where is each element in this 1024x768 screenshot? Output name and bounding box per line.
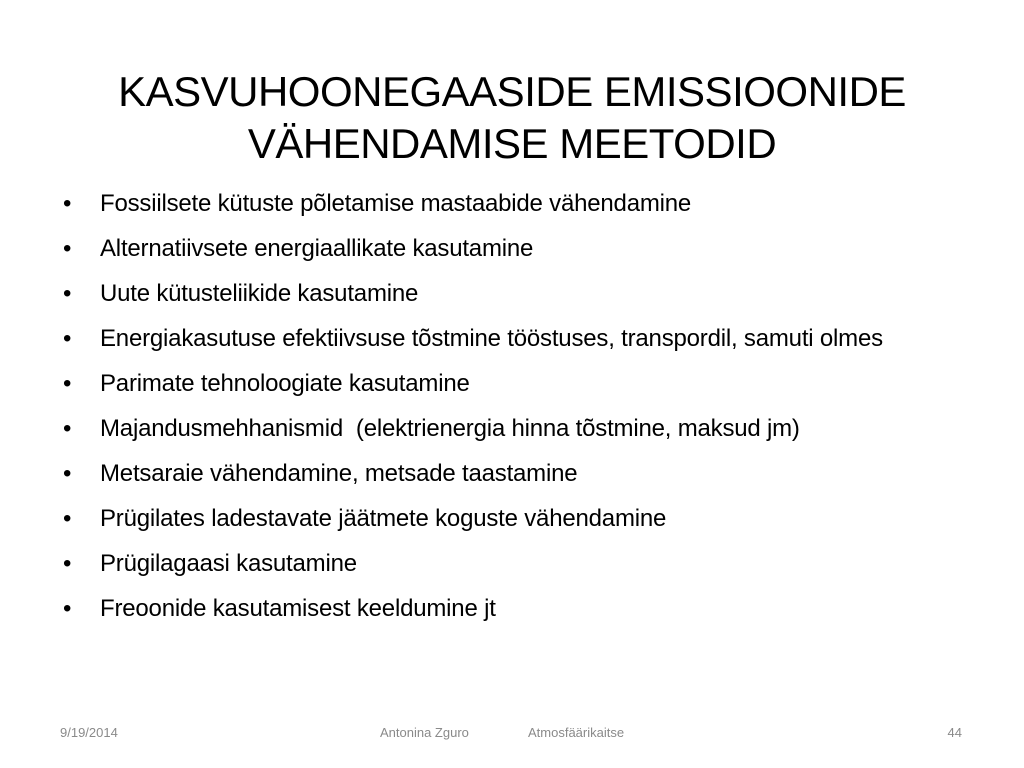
bullet-text: Prügilagaasi kasutamine [100,550,357,577]
bullet-icon: • [63,505,72,532]
bullet-icon: • [63,235,72,262]
list-item [60,591,980,627]
bullet-icon: • [63,595,72,622]
slide-title-line-2: VÄHENDAMISE MEETODID [247,120,777,168]
footer-author: Antonina Zguro [380,725,469,740]
bullet-icon: • [63,550,72,577]
list-item [60,231,980,267]
bullet-text: Prügilates ladestavate jäätmete koguste vähendamine [100,505,667,532]
bullet-text: Uute kütusteliikide kasutamine [100,280,419,307]
bullet-text: Majandusmehhanismid (elektrienergia hinna tõstmine, maksud jm) [100,415,800,442]
bullet-text: Fossiilsete kütuste põletamise mastaabide vähendamine [100,190,692,217]
list-item [60,501,980,537]
bullet-icon: • [63,280,72,307]
list-item [60,366,980,402]
slide-title-line-1: KASVUHOONEGAASIDE EMISSIOONIDE [118,68,906,116]
bullet-icon: • [63,415,72,442]
bullet-text: Metsaraie vähendamine, metsade taastamine [100,460,578,487]
footer-date: 9/19/2014 [60,725,118,740]
list-item [60,546,980,582]
bullet-icon: • [63,190,72,217]
bullet-icon: • [63,325,72,352]
footer-page-number: 44 [947,725,962,740]
bullet-text: Alternatiivsete energiaallikate kasutamine [100,235,534,262]
bullet-text: Freoonide kasutamisest keeldumine jt [100,595,496,622]
slide-title [60,66,964,170]
list-item [60,411,980,447]
bullet-text: Parimate tehnoloogiate kasutamine [100,370,470,397]
bullet-icon: • [63,370,72,397]
bullet-icon: • [63,460,72,487]
list-item [60,456,980,492]
list-item [60,276,980,312]
bullet-list [60,186,980,636]
bullet-text: Energiakasutuse efektiivsuse tõstmine tööstuses, transpordil, samuti olmes [100,325,883,352]
list-item [60,321,980,357]
footer-topic: Atmosfäärikaitse [528,725,625,740]
list-item [60,186,980,222]
